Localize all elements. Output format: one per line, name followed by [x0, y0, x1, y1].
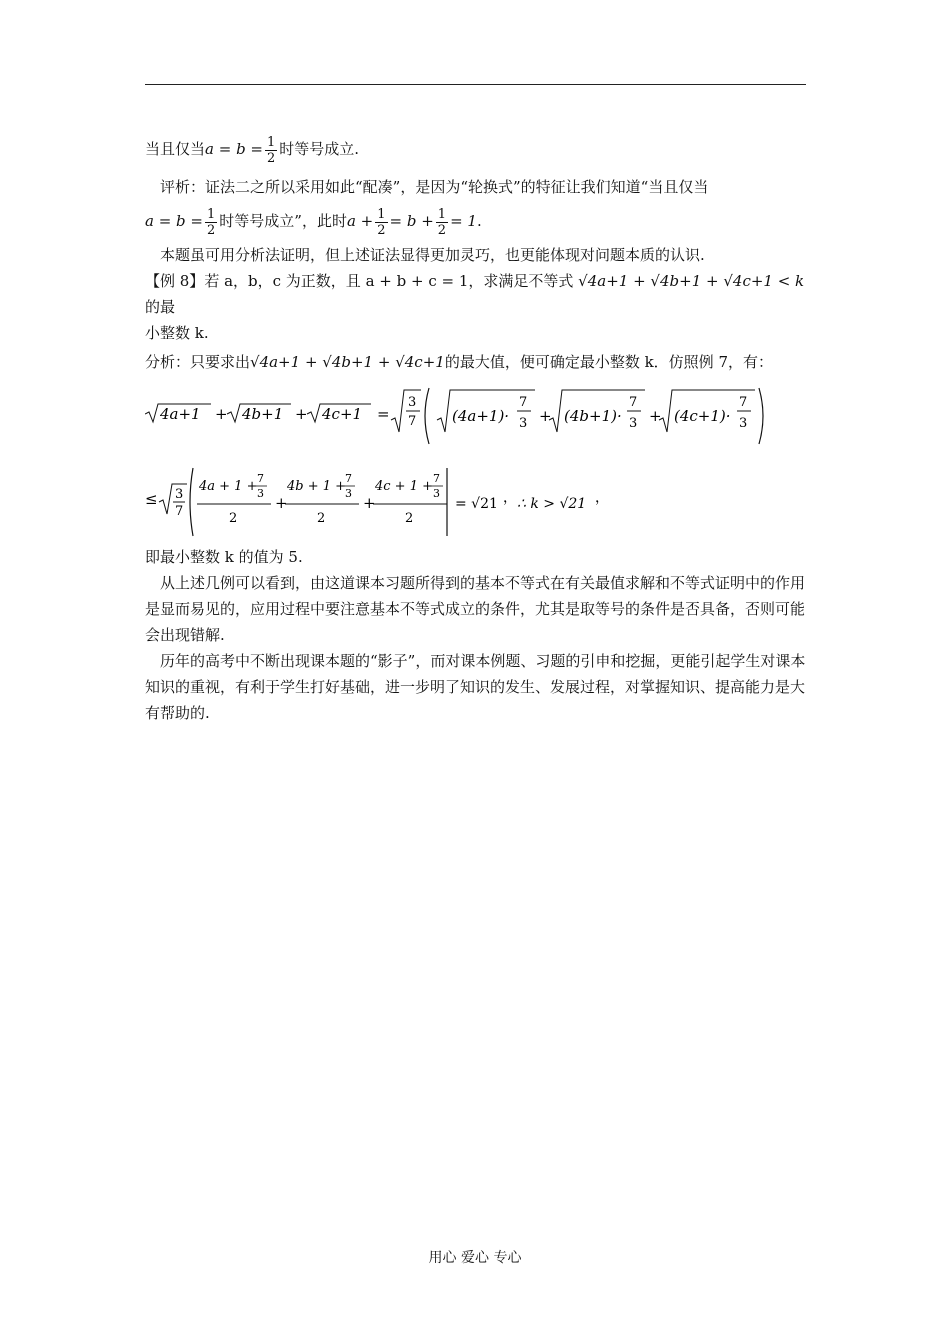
eq2-plus2: +	[363, 494, 376, 512]
svg-text:3: 3	[629, 416, 638, 431]
header-rule	[145, 84, 806, 85]
eq2-plus1: +	[275, 494, 288, 512]
svg-text:(4c+1)·: (4c+1)·	[674, 407, 731, 425]
svg-text:，: ，	[595, 490, 609, 506]
svg-text:4b + 1 +: 4b + 1 +	[287, 479, 347, 494]
svg-text:7: 7	[345, 472, 352, 485]
svg-text:+: +	[649, 407, 662, 425]
svg-text:4c + 1 +: 4c + 1 +	[375, 479, 434, 494]
inequality-expression: √4a+1 + √4b+1 + √4c+1 < k	[578, 272, 805, 290]
svg-text:7: 7	[739, 395, 748, 410]
svg-text:(4a+1)·: (4a+1)·	[452, 407, 510, 425]
analysis: 分析：只要求出√4a+1 + √4b+1 + √4c+1的最大值，便可确定最小整数 k．仿照例 7，有：	[145, 353, 773, 371]
eq1-lhs1: 4a+1	[160, 405, 201, 423]
conclusion: 即最小整数 k 的值为 5.	[145, 548, 303, 566]
paragraph-comment: 评析：证法二之所以采用如此“配凑”，是因为“轮换式”的特征让我们知道“当且仅当	[160, 178, 709, 196]
eq1-eq: =	[377, 405, 390, 423]
svg-text:+: +	[539, 407, 552, 425]
paragraph-closing: 历年的高考中不断出现课本题的“影子”，而对课本例题、习题的引申和挖掘，更能引起学生对课本知识的重视，有利于学生打好基础，进一步明了知识的发生、发展过程，对掌握知识、提高能力是大有帮助的.	[145, 652, 806, 722]
svg-text:2: 2	[405, 511, 414, 526]
svg-text:= √21: = √21	[455, 496, 498, 512]
svg-text:3: 3	[433, 487, 440, 500]
page-footer: 用心 爱心 专心	[428, 1250, 522, 1266]
eq1-lhs3: 4c+1	[322, 405, 363, 423]
document-body	[145, 128, 806, 726]
example-8: 【例 8】若 a，b，c 为正数，且 a + b + c = 1，求满足不等式 √4a+1 + √4b+1 + √4c+1 < k 的最	[145, 272, 805, 316]
svg-text:7: 7	[175, 504, 184, 519]
equation-2	[145, 462, 806, 538]
eq1-plus1: +	[215, 405, 228, 423]
svg-text:∴ k > √21: ∴ k > √21	[517, 496, 587, 512]
svg-text:(4b+1)·: (4b+1)·	[564, 407, 622, 425]
eq1-lhs2: 4b+1	[242, 405, 284, 423]
svg-text:7: 7	[433, 472, 440, 485]
svg-text:3: 3	[257, 487, 264, 500]
svg-text:3: 3	[175, 487, 184, 502]
equation-1	[145, 384, 806, 448]
example-tag: 【例 8】	[145, 272, 205, 290]
paragraph-comment-cont: a = b = $\frac{1}{2}$ 时等号成立”，此时a + $\frac{1}{2}$ = b + $\frac{1}{2}$ = 1.	[145, 206, 482, 238]
svg-text:2: 2	[229, 511, 238, 526]
svg-text:3: 3	[345, 487, 352, 500]
svg-text:7: 7	[257, 472, 264, 485]
eq1-plus2: +	[295, 405, 308, 423]
svg-text:7: 7	[629, 395, 638, 410]
paragraph-equality-condition: 当且仅当a = b = $\frac{1}{2}$ 时等号成立.	[145, 134, 360, 166]
svg-text:3: 3	[519, 416, 528, 431]
equation-2-svg	[145, 462, 806, 538]
svg-text:4a + 1 +: 4a + 1 +	[199, 479, 258, 494]
svg-text:3: 3	[408, 395, 417, 410]
paragraph-remark: 本题虽可用分析法证明，但上述证法显得更加灵巧，也更能体现对问题本质的认识.	[160, 246, 705, 264]
svg-text:，: ，	[503, 490, 517, 506]
fraction-one-half: $\frac{1}{2}$	[267, 134, 276, 166]
svg-text:≤: ≤	[145, 490, 158, 508]
svg-text:7: 7	[519, 395, 528, 410]
equation-1-svg	[145, 384, 806, 448]
example-8-cont: 小整数 k.	[145, 324, 209, 342]
paragraph-summary: 从上述几例可以看到，由这道课本习题所得到的基本不等式在有关最值求解和不等式证明中的作用是显而易见的，应用过程中要注意基本不等式成立的条件，尤其是取等号的条件是否具备，否则可能会出现错解.	[145, 574, 806, 644]
svg-text:7: 7	[408, 414, 417, 429]
svg-text:2: 2	[317, 511, 326, 526]
svg-text:3: 3	[739, 416, 748, 431]
